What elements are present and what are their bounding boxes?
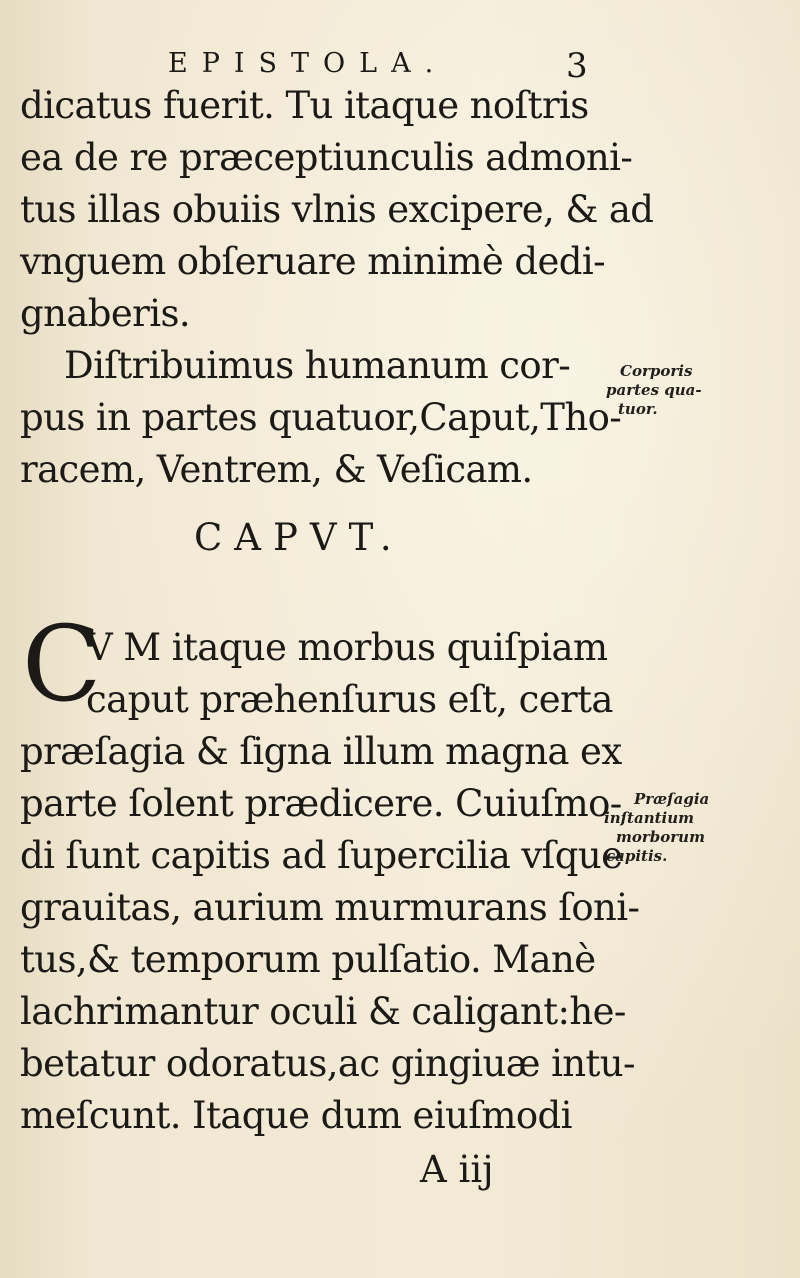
text-line: V M itaque morbus quiſpiam	[86, 626, 608, 669]
text-line: racem, Ventrem, & Veſicam.	[20, 448, 533, 491]
text-line: caput præhenſurus eſt, certa	[86, 678, 613, 721]
text-line: tus,& temporum pulſatio. Manè	[20, 938, 596, 981]
text-line: di ſunt capitis ad ſupercilia vſque	[20, 834, 623, 877]
text-line: parte ſolent prædicere. Cuiuſmo-	[20, 782, 622, 825]
paragraph-caput	[20, 622, 640, 1142]
page-number: 3	[566, 46, 588, 86]
marginal-note-line: tuor.	[618, 400, 658, 418]
drop-cap-initial: C	[22, 603, 102, 725]
marginal-note-line: Præſagia	[634, 790, 710, 808]
text-line: grauitas, aurium murmurans ſoni-	[20, 886, 640, 929]
marginal-note-body-parts	[604, 362, 794, 419]
text-line: lachrimantur oculi & caligant:he-	[20, 990, 626, 1033]
marginal-note-line: morborum	[616, 828, 705, 846]
text-line: meſcunt. Itaque dum eiuſmodi	[20, 1094, 572, 1137]
text-line: betatur odoratus,ac gingiuæ intu-	[20, 1042, 635, 1085]
marginal-note-line: Corporis	[620, 362, 693, 380]
marginal-note-line: capitis.	[606, 847, 668, 865]
marginal-note-line: partes qua-	[606, 381, 702, 399]
text-line: vnguem obſeruare minimè dedi-	[20, 240, 605, 283]
marginal-note-line: inſtantium	[604, 809, 695, 827]
text-line: pus in partes quatuor,Caput,Tho-	[20, 396, 622, 439]
text-line: tus illas obuiis vlnis excipere, & ad	[20, 188, 654, 231]
section-heading: CAPVT.	[194, 516, 404, 559]
marginal-note-omens	[604, 790, 794, 866]
text-line: gnaberis.	[20, 292, 191, 335]
text-line: ea de re præceptiunculis admoni-	[20, 136, 633, 179]
text-line: dicatus fuerit. Tu itaque noſtris	[20, 84, 589, 127]
text-line: Diſtribuimus humanum cor-	[64, 344, 571, 387]
text-line: præſagia & ſigna illum magna ex	[20, 730, 622, 773]
running-title: EPISTOLA.	[168, 48, 448, 79]
paragraph-intro	[20, 80, 654, 496]
signature-mark: A iij	[420, 1148, 494, 1191]
